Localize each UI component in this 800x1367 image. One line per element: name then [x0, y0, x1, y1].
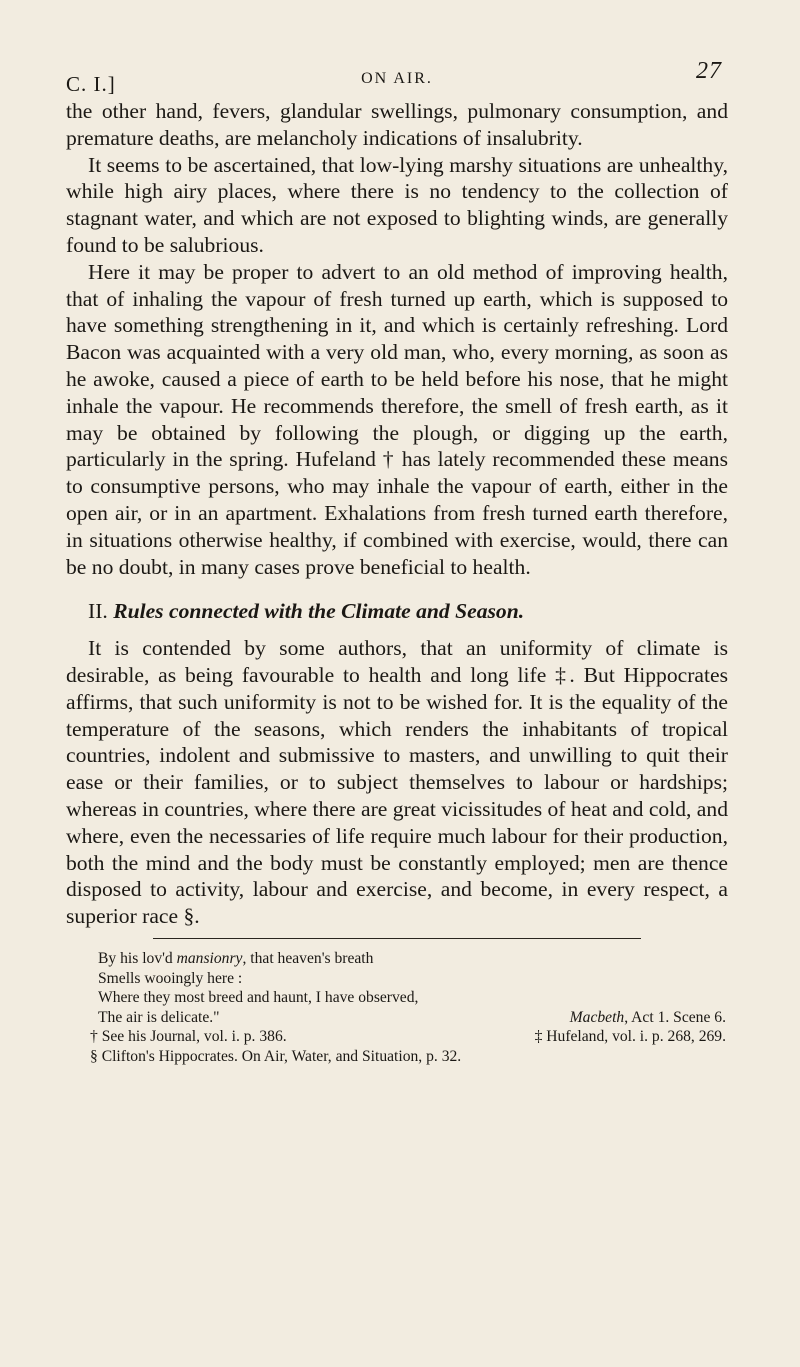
paragraph-fresh-earth: Here it may be proper to advert to an old method of improving health, that of inhaling the vapour of fresh turned up earth, which is supposed to have something strengthening in it, and which is certainly refreshing. Lord Bacon was acquainted with a very old man, who, every morning, as soon as he awoke, caused a piece of earth to be held before his nose, that he might inhale the vapour. He recommends therefore, the smell of fresh earth, as it may be obtained by following the plough, or digging up the earth, particularly in the spring. Hufeland † has lately recommended these means to consumptive persons, who may inhale the vapour of earth, either in the open air, or in an apartment. Exhalations from fresh turned earth therefore, in situations otherwise healthy, if combined with exercise, would, there can be no doubt, in many cases prove beneficial to health. — [66, 259, 728, 579]
main-text — [66, 98, 728, 580]
footnote-dagger: † See his Journal, vol. i. p. 386. — [90, 1028, 287, 1046]
quote-source-title: Macbeth — [569, 1008, 625, 1026]
footnote-section: § Clifton's Hippocrates. On Air, Water, and Situation, p. 32. — [90, 1047, 462, 1065]
footnote-quote-line — [90, 949, 728, 969]
running-title: ON AIR. — [361, 70, 433, 87]
quote-italic-word: mansionry — [176, 949, 243, 967]
section-title: Rules connected with the Climate and Season. — [113, 599, 525, 624]
paragraph-climate: It is contended by some authors, that an uniformity of climate is desirable, as being favourable to health and long life ‡. But Hippocrates affirms, that such uniformity is not to be wished for. It is the equality of the temperature of the seasons, which renders the inhabitants of tropical countries, indolent and submissive to masters, and unwilling to quit their ease or their families, or to subject themselves to labour or hardships; whereas in countries, where there are great vicissitudes of heat and cold, and where, even the necessaries of life require much labour for their production, both the mind and the body must be constantly employed; men are thence disposed to activity, labour and exercise, and become, in every respect, a superior race §. — [66, 636, 728, 929]
quote-source — [570, 1008, 728, 1028]
paragraph-marshy-situations: It seems to be ascertained, that low-lying marshy situations are unhealthy, while high airy places, where there is no tendency to the collection of stagnant water, and which are not exposed to blighting winds, are generally found to be salubrious. — [66, 152, 728, 257]
footnote-rule — [153, 938, 641, 939]
running-head — [66, 58, 728, 98]
paragraph-continuation: the other hand, fevers, glandular swellings, pulmonary consumption, and premature deaths, are melancholy indications of insalubrity. — [66, 99, 728, 150]
footnote-quote-line: Where they most breed and haunt, I have observed, — [98, 989, 419, 1007]
quote-source-location: , Act 1. Scene 6. — [624, 1008, 726, 1026]
footnote-quote-line — [90, 1008, 728, 1028]
footnotes — [66, 949, 728, 1067]
footnote-line — [90, 1027, 728, 1047]
page-number: 27 — [696, 58, 722, 84]
quote-text: , that heaven's breath — [242, 949, 374, 967]
quote-text: The air is delicate." — [98, 1008, 220, 1026]
section-number: II. — [88, 599, 108, 624]
footnote-double-dagger: ‡ Hufeland, vol. i. p. 268, 269. — [534, 1028, 726, 1046]
footnote-quote-line: Smells wooingly here : — [98, 969, 243, 987]
quote-text: By his lov'd — [98, 949, 177, 967]
section-text — [66, 635, 728, 930]
chapter-marker: C. I.] — [66, 72, 116, 96]
section-heading — [88, 598, 728, 625]
